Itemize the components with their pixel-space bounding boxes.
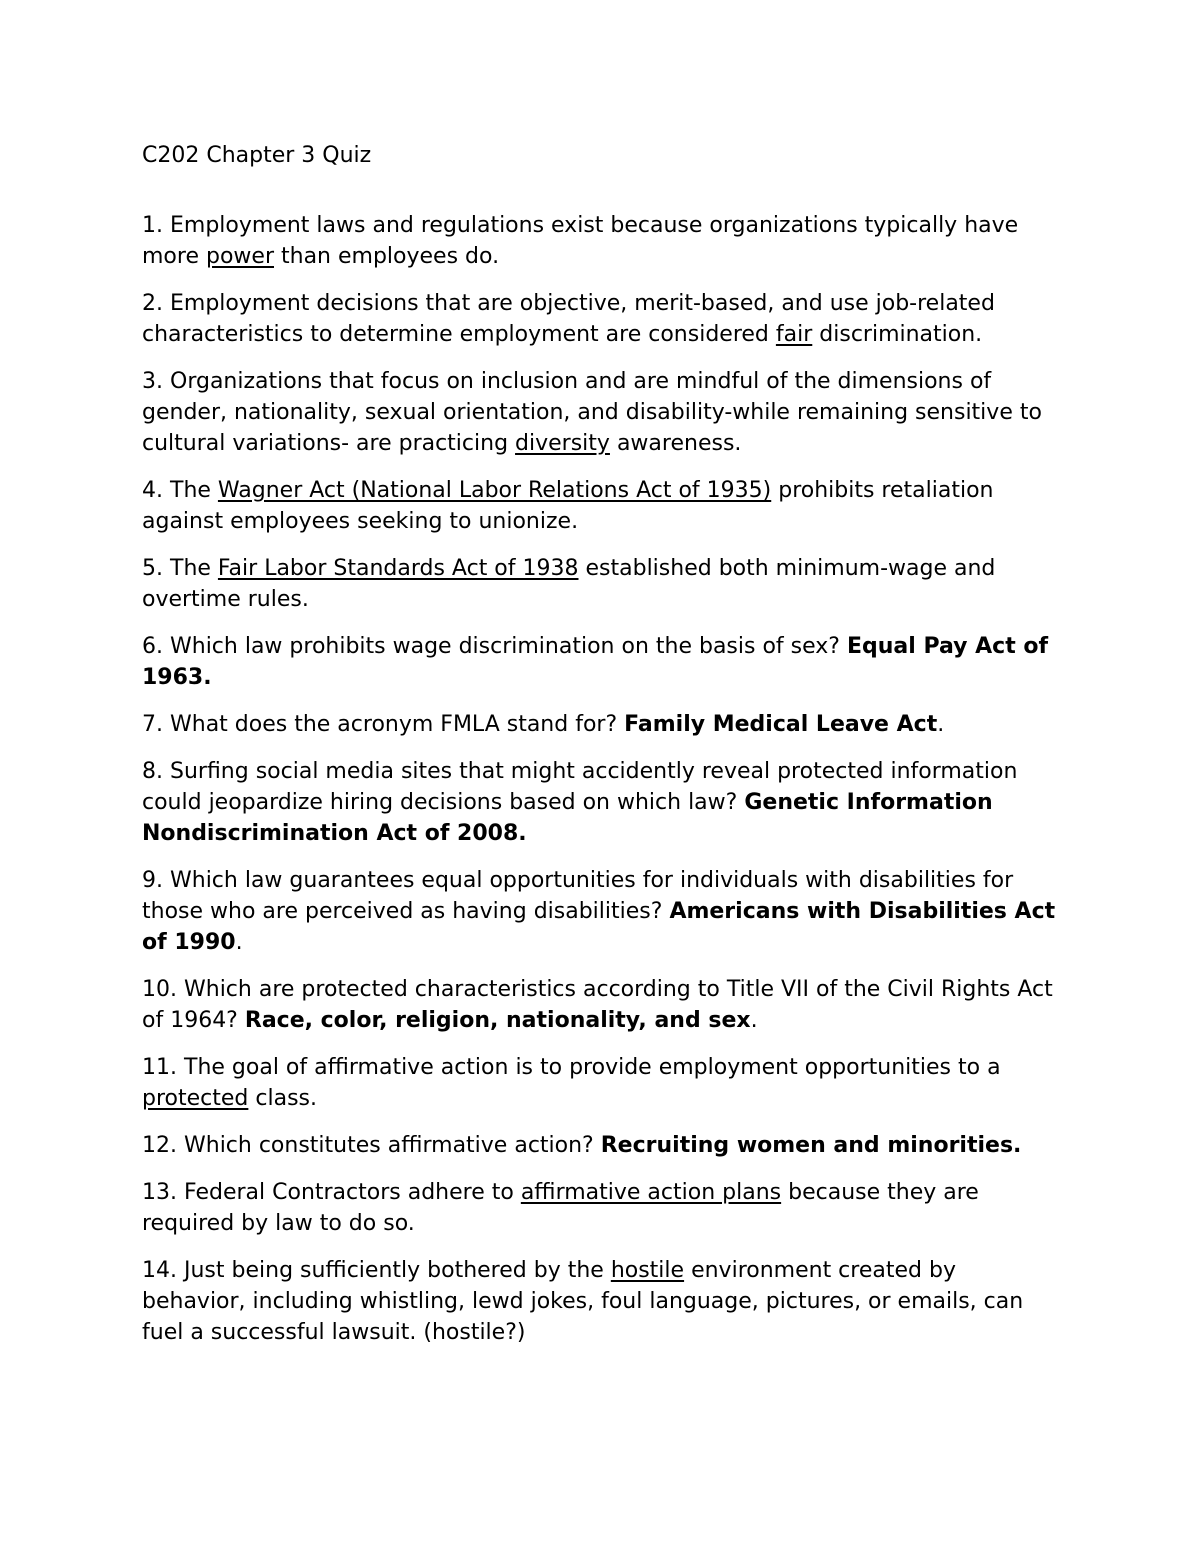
item-answer-bold: Genetic Information Nondiscrimination Act of 2008. — [142, 790, 993, 846]
item-number: 12. — [142, 1133, 177, 1158]
item-text-after: . — [235, 930, 243, 955]
item-text-before: The — [170, 556, 211, 581]
item-number: 4. — [142, 478, 163, 503]
quiz-item-2 — [142, 288, 1062, 350]
item-text-after: discrimination. — [819, 322, 983, 347]
quiz-item-5 — [142, 553, 1062, 615]
item-answer-bold: Race, color, religion, nationality, and sex — [244, 1008, 751, 1033]
item-answer-bold: Equal Pay Act of 1963. — [142, 634, 1049, 690]
item-answer-bold: Family Medical Leave Act — [624, 712, 938, 737]
quiz-item-10 — [142, 974, 1062, 1036]
item-question: Which constitutes affirmative action? — [184, 1133, 594, 1158]
item-number: 14. — [142, 1258, 177, 1283]
item-question: Which law guarantees equal opportunities for individuals with disabilities for those who are perceived as having disabilities? — [142, 868, 1014, 924]
item-text-before: Just being sufficiently bothered by the — [184, 1258, 604, 1283]
item-text-after: than employees do. — [281, 244, 500, 269]
quiz-item-12 — [142, 1130, 1062, 1161]
item-answer-underlined: power — [206, 244, 274, 269]
item-number: 9. — [142, 868, 163, 893]
item-question: Which law prohibits wage discrimination on the basis of sex? — [170, 634, 840, 659]
item-answer-underlined: fair — [775, 322, 813, 347]
item-question: What does the acronym FMLA stand for? — [170, 712, 618, 737]
quiz-item-7 — [142, 709, 1062, 740]
quiz-item-4 — [142, 475, 1062, 537]
item-answer-underlined: diversity — [515, 431, 610, 456]
quiz-item-6 — [142, 631, 1062, 693]
item-answer-bold: Recruiting women and minorities. — [600, 1133, 1022, 1158]
document-title: C202 Chapter 3 Quiz — [142, 143, 372, 168]
quiz-item-14 — [142, 1255, 1062, 1348]
item-text-after: environment created by behavior, including whistling, lewd jokes, foul language, pictures, or emails, can fuel a successful lawsuit. (hostile?) — [142, 1258, 1024, 1345]
quiz-item-9 — [142, 865, 1062, 958]
quiz-item-1 — [142, 210, 1062, 272]
item-question: Which are protected characteristics according to Title VII of the Civil Rights Act of 1964? — [142, 977, 1053, 1033]
item-text-after: because they are required by law to do so. — [142, 1180, 979, 1236]
item-text-before: Employment decisions that are objective, merit-based, and use job-related characteristics to determine employment are considered — [142, 291, 995, 347]
item-number: 3. — [142, 369, 163, 394]
item-text-after: awareness. — [616, 431, 742, 456]
quiz-item-3 — [142, 366, 1062, 459]
item-text-before: Organizations that focus on inclusion and are mindful of the dimensions of gender, nationality, sexual orientation, and disability-while remaining sensitive to cultural variations- are practicing — [142, 369, 1042, 456]
item-answer-underlined: affirmative action plans — [520, 1180, 782, 1205]
item-answer-underlined: Fair Labor Standards Act of 1938 — [217, 556, 579, 581]
item-number: 5. — [142, 556, 163, 581]
item-question: Surfing social media sites that might accidently reveal protected information could jeopardize hiring decisions based on which law? — [142, 759, 1018, 815]
item-text-after: established both minimum-wage and overtime rules. — [142, 556, 996, 612]
item-answer-bold: Americans with Disabilities Act of 1990 — [142, 899, 1056, 955]
item-answer-underlined: hostile — [610, 1258, 685, 1283]
item-text-after: class. — [255, 1086, 317, 1111]
item-number: 8. — [142, 759, 163, 784]
quiz-item-13 — [142, 1177, 1062, 1239]
quiz-item-8 — [142, 756, 1062, 849]
item-text-after: . — [937, 712, 945, 737]
item-answer-underlined: Wagner Act (National Labor Relations Act of 1935) — [217, 478, 772, 503]
item-number: 7. — [142, 712, 163, 737]
item-number: 13. — [142, 1180, 177, 1205]
item-number: 2. — [142, 291, 163, 316]
item-text-before: Employment laws and regulations exist because organizations typically have more — [142, 213, 1019, 269]
item-number: 1. — [142, 213, 163, 238]
item-text-before: Federal Contractors adhere to — [184, 1180, 514, 1205]
item-number: 11. — [142, 1055, 177, 1080]
quiz-item-11 — [142, 1052, 1062, 1114]
item-answer-underlined: protected — [142, 1086, 249, 1111]
item-text-after: prohibits retaliation against employees seeking to unionize. — [142, 478, 994, 534]
item-text-after: . — [750, 1008, 758, 1033]
item-text-before: The goal of affirmative action is to provide employment opportunities to a — [184, 1055, 1001, 1080]
item-number: 6. — [142, 634, 163, 659]
item-number: 10. — [142, 977, 177, 1002]
document-page — [142, 140, 1062, 1364]
item-text-before: The — [170, 478, 211, 503]
